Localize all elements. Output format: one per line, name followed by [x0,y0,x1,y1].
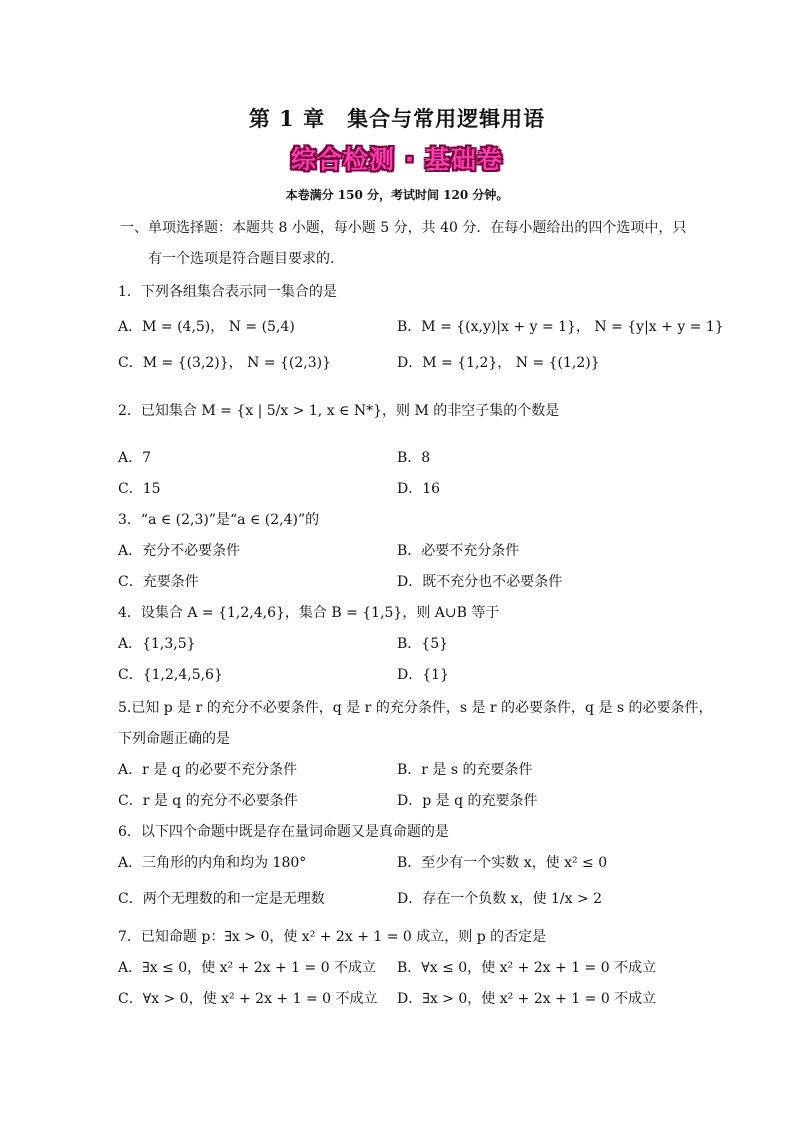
option-c: C．15 [118,481,161,497]
section-heading-cont: 有一个选项是符合题目要求的. [148,251,335,267]
question-stem: 3．“a ∈ (2,3)”是“a ∈ (2,4)”的 [118,512,320,528]
question-stem-cont: 下列命题正确的是 [118,731,230,747]
option-c: C．两个无理数的和一定是无理数 [118,891,325,907]
option-b: B．r 是 s 的充要条件 [397,762,533,778]
question-stem: 7．已知命题 p：∃x > 0，使 x² + 2x + 1 = 0 成立，则 p 的否定是 [118,929,547,945]
exam-info: 本卷满分 150 分，考试时间 120 分钟。 [285,188,509,202]
option-a: A．{1,3,5} [118,636,196,652]
question-stem: 6．以下四个命题中既是存在量词命题又是真命题的是 [118,824,449,840]
option-b: B．8 [397,450,431,466]
question-stem: 5.已知 p 是 r 的充分不必要条件，q 是 r 的充分条件，s 是 r 的必要条件，q 是 s 的必要条件， [118,700,713,716]
option-d: D．{1} [397,667,449,683]
option-c: C．{1,2,4,5,6} [118,667,223,683]
question-stem: 1．下列各组集合表示同一集合的是 [118,284,337,300]
option-d: D．存在一个负数 x，使 1/x > 2 [397,891,603,907]
option-a: A．∃x ≤ 0，使 x² + 2x + 1 = 0 不成立 [118,960,377,976]
section-heading: 一、单项选择题：本题共 8 小题，每小题 5 分，共 40 分．在每小题给出的四个选项中，只 [120,220,687,236]
option-c: C．M = {(3,2)}， N = {(2,3)} [118,355,332,371]
option-a: A．7 [118,450,152,466]
question-stem: 2．已知集合 M = {x | 5/x > 1, x ∈ N*}，则 M 的非空子集的个数是 [118,403,560,419]
option-b: B．∀x ≤ 0，使 x² + 2x + 1 = 0 不成立 [397,960,657,976]
option-d: D．∃x > 0，使 x² + 2x + 1 = 0 不成立 [397,991,657,1007]
option-d: D．M = {1,2}， N = {(1,2)} [397,355,600,371]
banner-label: 综合检测 · 基础卷 [291,145,503,174]
option-d: D．p 是 q 的充要条件 [397,793,538,809]
option-d: D．既不充分也不必要条件 [397,574,563,590]
option-d: D．16 [397,481,441,497]
option-c: C．充要条件 [118,574,199,590]
option-a: A．M = (4,5)， N = (5,4) [118,319,295,335]
option-a: A．三角形的内角和均为 180° [118,855,307,871]
option-b: B．{5} [397,636,449,652]
option-b: B．M = {(x,y)|x + y = 1}， N = {y|x + y = 1} [397,319,724,335]
option-c: C．r 是 q 的充分不必要条件 [118,793,298,809]
option-b: B．必要不充分条件 [397,543,520,559]
option-a: A．充分不必要条件 [118,543,241,559]
page-title: 第 1 章 集合与常用逻辑用语 [248,106,546,131]
option-c: C．∀x > 0，使 x² + 2x + 1 = 0 不成立 [118,991,378,1007]
question-stem: 4．设集合 A = {1,2,4,6}，集合 B = {1,5}，则 A∪B 等于 [118,605,500,621]
option-a: A．r 是 q 的必要不充分条件 [118,762,298,778]
option-b: B．至少有一个实数 x，使 x² ≤ 0 [397,855,608,871]
